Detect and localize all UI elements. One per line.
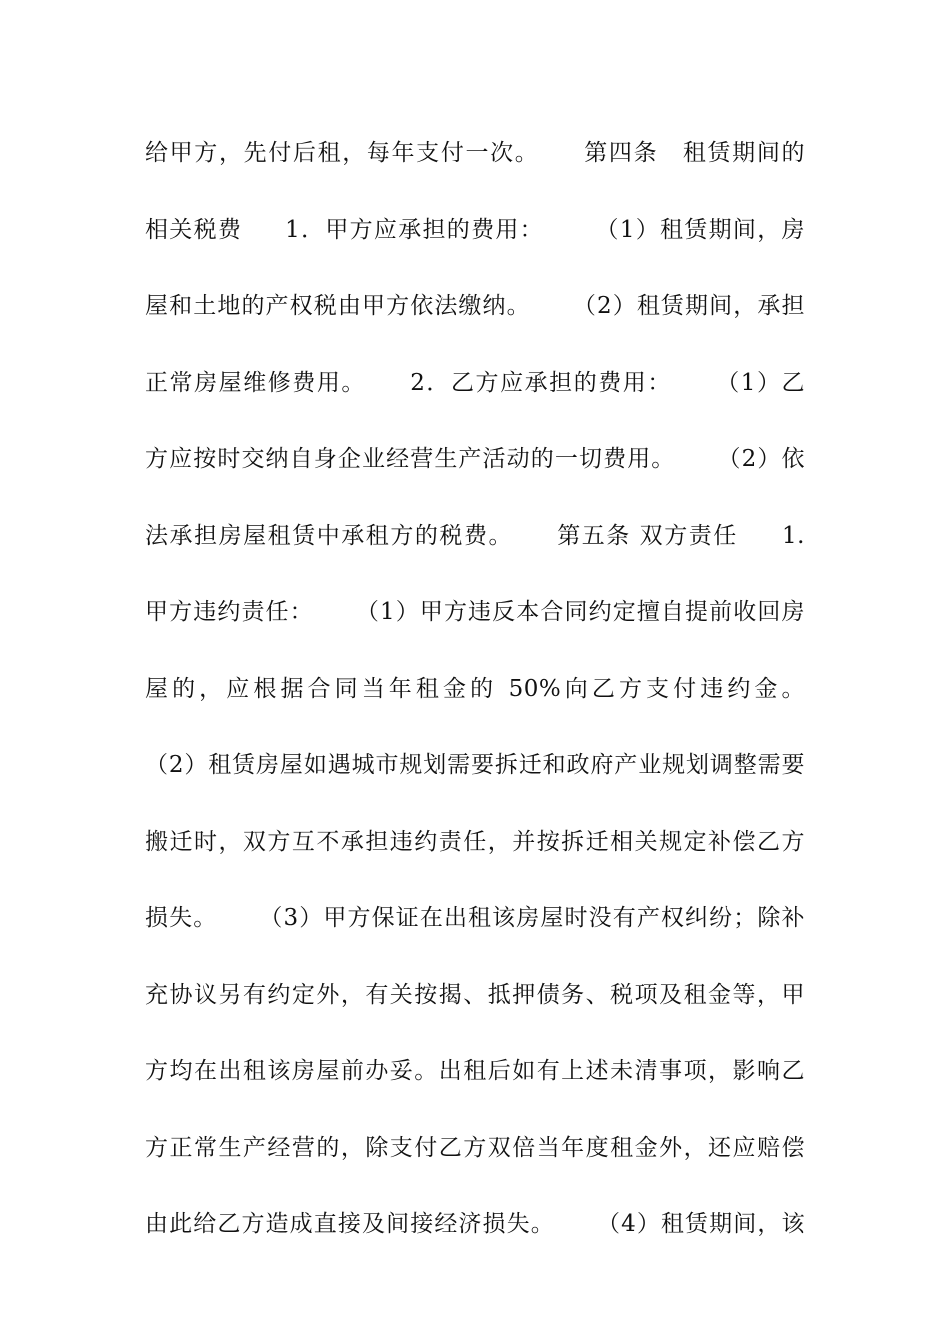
text-line: 屋的，应根据合同当年租金的 50%向乙方支付违约金。 (145, 675, 805, 702)
text-line: 给甲方，先付后租，每年支付一次。 第四条 租赁期间的 (145, 140, 805, 166)
text-line: 由此给乙方造成直接及间接经济损失。 （4）租赁期间，该 (145, 1211, 805, 1237)
text-line: 损失。 （3）甲方保证在出租该房屋时没有产权纠纷；除补 (145, 905, 805, 931)
text-line: 搬迁时，双方互不承担违约责任，并按拆迁相关规定补偿乙方 (145, 828, 805, 855)
text-line: 法承担房屋租赁中承租方的税费。 第五条 双方责任 1. (145, 522, 805, 549)
text-line: 方正常生产经营的，除支付乙方双倍当年度租金外，还应赔偿 (145, 1134, 805, 1161)
text-line: 方均在出租该房屋前办妥。出租后如有上述未清事项，影响乙 (145, 1058, 805, 1084)
text-line: 正常房屋维修费用。 2．乙方应承担的费用： （1）乙 (145, 369, 805, 396)
text-line: 方应按时交纳自身企业经营生产活动的一切费用。 （2）依 (145, 446, 805, 472)
contract-body-text (145, 131, 805, 1279)
text-line: （2）租赁房屋如遇城市规划需要拆迁和政府产业规划调整需要 (145, 752, 805, 778)
text-line: 甲方违约责任： （1）甲方违反本合同约定擅自提前收回房 (145, 599, 805, 625)
text-line: 充协议另有约定外，有关按揭、抵押债务、税项及租金等，甲 (145, 981, 805, 1008)
text-line: 屋和土地的产权税由甲方依法缴纳。 （2）租赁期间，承担 (145, 293, 805, 319)
text-line: 相关税费 1．甲方应承担的费用： （1）租赁期间，房 (145, 216, 805, 243)
